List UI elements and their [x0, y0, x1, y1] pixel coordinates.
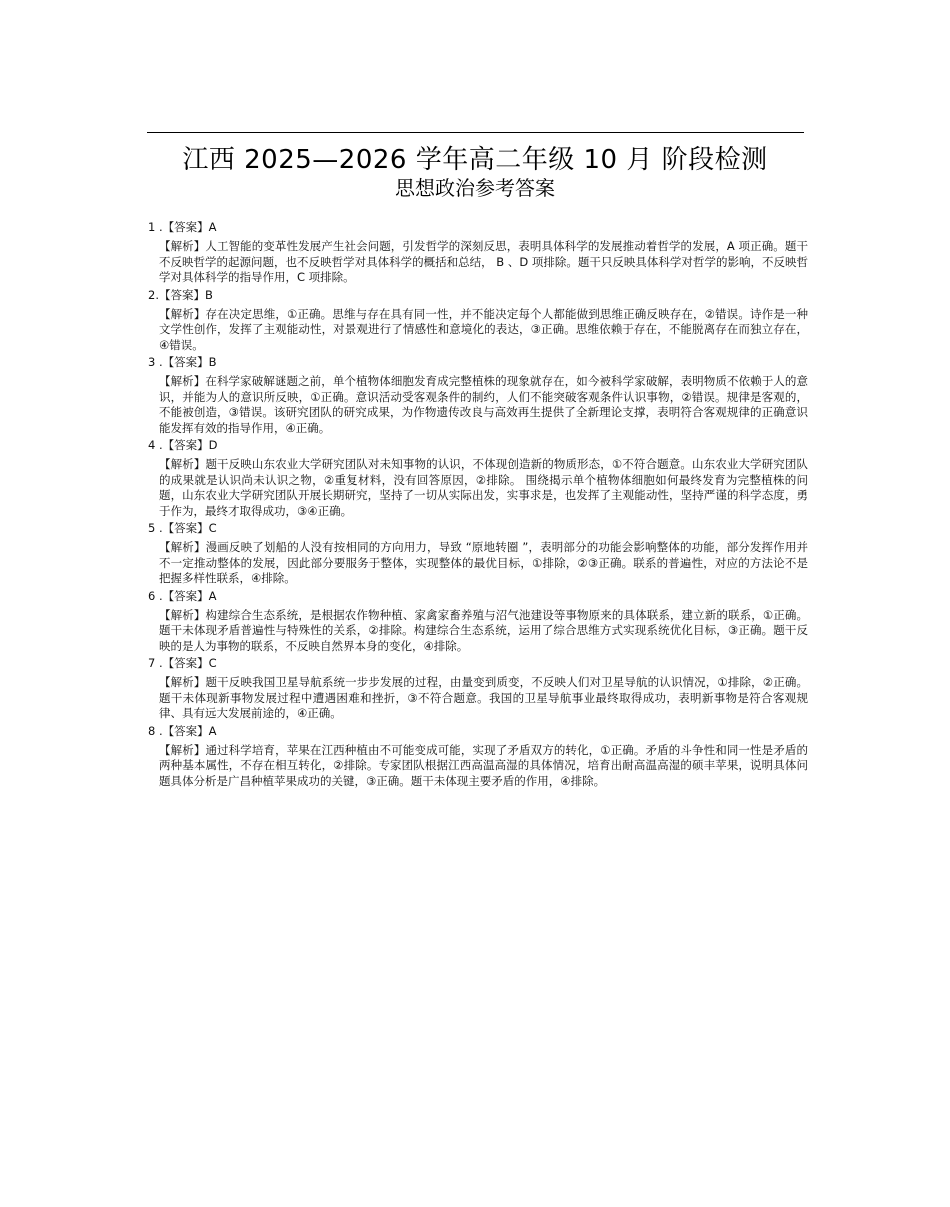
question-4 — [148, 437, 808, 519]
question-5 — [148, 520, 808, 587]
question-1-analysis: 【解析】人工智能的变革性发展产生社会问题，引发哲学的深刻反思，表明具体科学的发展推动着哲学的发展，A 项正确。题干不反映哲学的起源问题，也不反映哲学对具体科学的概括和总结， B 、D 项排除。题干只反映具体科学对哲学的影响，不反映哲学对具体科学的指导作用，C 项排除。 — [159, 239, 808, 284]
question-7-answer: 7 .【答案】C — [148, 656, 217, 670]
question-6-analysis: 【解析】构建综合生态系统，是根据农作物种植、家禽家畜养殖与沼气池建设等事物原来的具体联系，建立新的联系，①正确。题干未体现矛盾普遍性与特殊性的关系，②排除。构建综合生态系统，运用了综合思维方式实现系统优化目标，③正确。题干反映的是人为事物的联系，不反映自然界本身的变化，④排除。 — [159, 607, 808, 653]
question-4-answer: 4 .【答案】D — [148, 438, 218, 452]
question-3 — [148, 354, 808, 436]
question-8-analysis: 【解析】通过科学培育，苹果在江西种植由不可能变成可能，实现了矛盾双方的转化，①正确。矛盾的斗争性和同一性是矛盾的两种基本属性，不存在相互转化，②排除。专家团队根据江西高温高湿的具体情况，培育出耐高温高湿的硕丰苹果，说明具体问题具体分析是广昌种植苹果成功的关键，③正确。题干未体现主要矛盾的作用，④排除。 — [159, 742, 808, 788]
question-6 — [148, 588, 808, 655]
page-title: 江西 2025—2026 学年高二年级 10 月 阶段检测 — [182, 145, 768, 175]
question-3-analysis: 【解析】在科学家破解谜题之前，单个植物体细胞发育成完整植株的现象就存在，如今被科学家破解，表明物质不依赖于人的意识，并能为人的意识所反映，①正确。意识活动受客观条件的制约，人们不能突破客观条件认识事物，②错误。规律是客观的，不能被创造，③错误。该研究团队的研究成果，为作物遗传改良与高效再生提供了全新理论支撑，表明符合客观规律的正确意识能发挥有效的指导作用，④正确。 — [159, 374, 808, 435]
question-6-answer: 6 .【答案】A — [148, 588, 217, 603]
question-7 — [148, 655, 808, 722]
page-subtitle: 思想政治参考答案 — [395, 176, 555, 200]
question-8-answer: 8 .【答案】A — [148, 723, 217, 738]
question-1-answer: 1 .【答案】A — [148, 220, 217, 234]
question-4-analysis: 【解析】题干反映山东农业大学研究团队对未知事物的认识，不体现创造新的物质形态，①不符合题意。山东农业大学研究团队的成果就是认识尚未认识之物，②重复材料，没有回答原因，②排除。 围绕揭示单个植物体细胞如何最终发育为完整植株的问题，山东农业大学研究团队开展长期研究，坚持了一切从实际出发，实事求是，也发挥了主观能动性，坚持严谨的科学态度，勇于作为，最终才取得成功，③④正确。 — [159, 457, 808, 518]
question-2-analysis: 【解析】存在决定思维，①正确。思维与存在具有同一性，并不能决定每个人都能做到思维正确反映存在，②错误。诗作是一种文学性创作，发挥了主观能动性，对景观进行了情感性和意境化的表达，③正确。思维依赖于存在，不能脱离存在而独立存在，④错误。 — [159, 306, 808, 352]
header-rule — [147, 132, 804, 133]
question-2 — [148, 287, 808, 354]
answer-list — [148, 219, 808, 790]
question-5-analysis: 【解析】漫画反映了划船的人没有按相同的方向用力，导致 “原地转圈 ”，表明部分的功能会影响整体的功能，部分发挥作用并不一定推动整体的发展，因此部分要服务于整体，实现整体的最优目标，①排除，②③正确。联系的普遍性，对应的方法论不是把握多样性联系，④排除。 — [159, 540, 808, 585]
question-8 — [148, 723, 808, 790]
question-2-answer: 2.【答案】B — [148, 287, 213, 302]
question-7-analysis: 【解析】题干反映我国卫星导航系统一步步发展的过程，由量变到质变，不反映人们对卫星导航的认识情况，①排除，②正确。题干未体现新事物发展过程中遭遇困难和挫折，③不符合题意。我国的卫星导航事业最终取得成功，表明新事物是符合客观规律、具有远大发展前途的，④正确。 — [159, 675, 808, 720]
question-5-answer: 5 .【答案】C — [148, 521, 217, 535]
question-1 — [148, 219, 808, 286]
question-3-answer: 3 .【答案】B — [148, 355, 217, 369]
